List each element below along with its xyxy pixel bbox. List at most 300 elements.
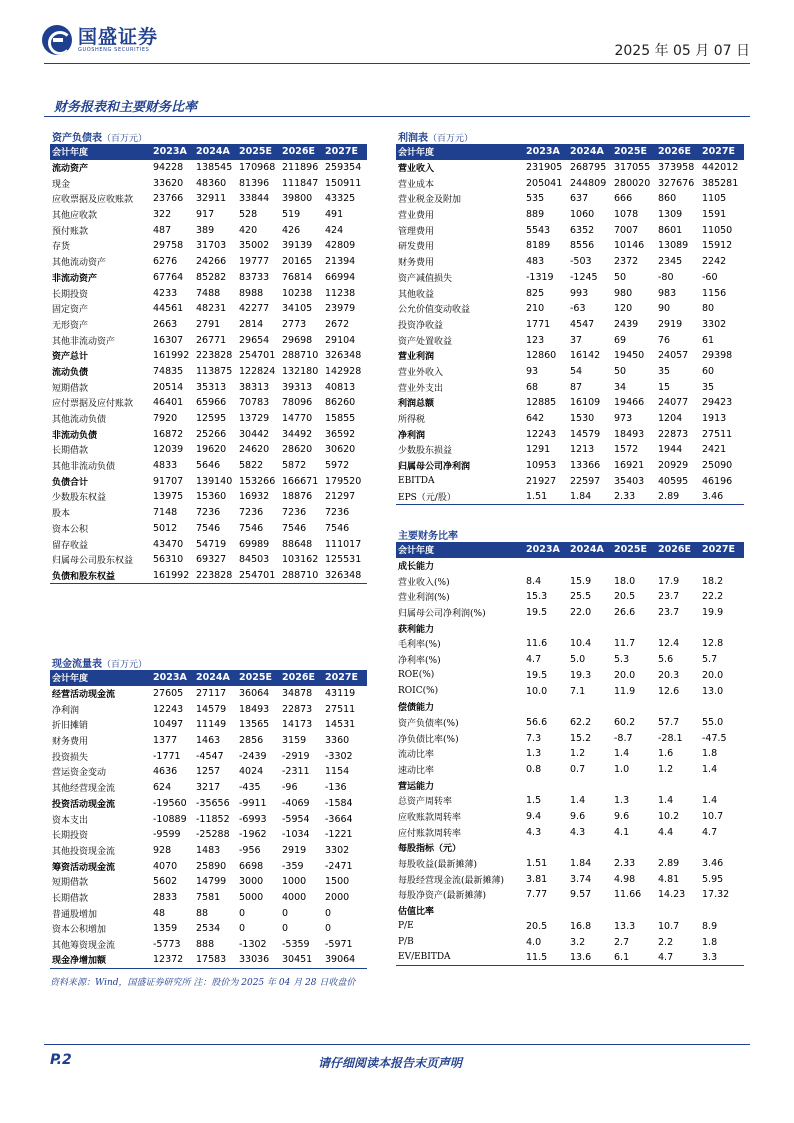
cell-value: 24057 — [658, 350, 689, 362]
table-row — [396, 426, 744, 442]
cell-value: 3.3 — [700, 950, 744, 966]
table-row — [50, 521, 367, 537]
financial-ratios-table — [396, 542, 744, 966]
cell-value: 170968 — [239, 162, 276, 174]
row-label: 筹资活动现金流 — [52, 862, 116, 873]
cell-value: 483 — [526, 256, 545, 268]
column-header-label: 会计年度 — [52, 148, 89, 159]
cell-value: 1.2 — [658, 763, 674, 775]
table-row — [396, 699, 744, 715]
cell-value: 1.4 — [702, 795, 718, 807]
table-row — [396, 950, 744, 966]
row-label: 营业税金及附加 — [398, 195, 462, 206]
cell-value — [568, 840, 612, 856]
row-label: 少数股东损益 — [398, 446, 453, 457]
cell-value: -359 — [282, 860, 304, 872]
cell-value: 1530 — [570, 413, 595, 425]
cell-value: 1.84 — [568, 489, 612, 505]
cell-value: -9599 — [153, 829, 181, 841]
cell-value: 7546 — [239, 522, 264, 534]
cell-value: 55.0 — [702, 716, 724, 728]
row-label: 折旧摊销 — [52, 721, 89, 732]
row-label: 财务费用 — [52, 737, 89, 748]
cell-value: 20.5 — [614, 591, 636, 603]
column-header-label: 会计年度 — [398, 546, 435, 557]
cell-value: 3159 — [282, 735, 307, 747]
cell-value: 11.5 — [524, 950, 568, 966]
cell-value: 10238 — [282, 287, 313, 299]
cell-value: 29698 — [282, 334, 313, 346]
cell-value: 4636 — [153, 766, 178, 778]
cell-value: 211896 — [282, 162, 319, 174]
cell-value: 5.6 — [658, 654, 674, 666]
table-row — [396, 238, 744, 254]
table-row — [50, 238, 367, 254]
row-label: 预付账款 — [52, 226, 89, 237]
cell-value: 67764 — [153, 271, 184, 283]
cell-value: 88648 — [282, 538, 313, 550]
row-label: 速动比率 — [398, 765, 435, 776]
row-label: 净利润 — [398, 430, 426, 441]
cell-value: 142928 — [325, 365, 362, 377]
row-label: 其他非流动资产 — [52, 336, 116, 347]
cell-value: 223828 — [196, 350, 233, 362]
cell-value: 54719 — [196, 538, 227, 550]
cell-value: 326348 — [325, 350, 362, 362]
cell-value: 4000 — [282, 891, 307, 903]
cell-value: 93 — [526, 365, 539, 377]
cell-value: 326348 — [323, 568, 367, 584]
logo-name: 国盛证券 — [78, 26, 159, 48]
cell-value: -80 — [658, 271, 674, 283]
table-row — [50, 458, 367, 474]
table-row — [396, 683, 744, 699]
cell-value: 179520 — [325, 475, 362, 487]
cell-value: 9.4 — [526, 811, 542, 823]
cell-value: 1359 — [153, 923, 178, 935]
cell-value: 18.0 — [614, 575, 636, 587]
row-label: 短期借款 — [52, 878, 89, 889]
column-header-year: 2027E — [325, 672, 358, 684]
column-header-year: 2026E — [658, 146, 691, 158]
table-row — [50, 207, 367, 223]
cell-value: 56.6 — [526, 716, 548, 728]
table-row — [50, 222, 367, 238]
cell-value: 1078 — [614, 209, 639, 221]
row-label: 公允价值变动收益 — [398, 305, 471, 316]
logo-icon — [42, 25, 72, 55]
ratios-title: 主要财务比率 — [398, 531, 458, 542]
table-row — [396, 411, 744, 427]
cell-value: 24077 — [658, 397, 689, 409]
cell-value: 1291 — [526, 444, 551, 456]
table-row — [396, 458, 744, 474]
row-label: 估值比率 — [398, 907, 435, 918]
cell-value: 2814 — [239, 318, 264, 330]
cell-value: 1377 — [153, 735, 178, 747]
row-label: 投资净收益 — [398, 320, 444, 331]
cell-value: 39800 — [282, 193, 313, 205]
table-row — [396, 605, 744, 621]
cell-value: 0 — [239, 907, 246, 919]
cell-value: 980 — [614, 287, 633, 299]
cell-value: 14799 — [196, 876, 227, 888]
cell-value: 125531 — [325, 554, 362, 566]
cell-value: 4.0 — [526, 936, 542, 948]
table-row — [396, 364, 744, 380]
cell-value: 288710 — [282, 350, 319, 362]
row-label: 长期投资 — [52, 289, 89, 300]
cell-value: 37 — [570, 334, 583, 346]
cell-value: 5.95 — [702, 873, 724, 885]
cell-value: 13975 — [153, 491, 184, 503]
cell-value: 138545 — [196, 162, 233, 174]
cell-value: 10497 — [153, 719, 184, 731]
cell-value — [612, 558, 656, 574]
cell-value: 4.98 — [614, 873, 636, 885]
cell-value: 3302 — [325, 844, 350, 856]
cell-value: 1.4 — [702, 763, 718, 775]
cell-value — [700, 777, 744, 793]
cell-value — [656, 840, 700, 856]
cell-value: 12860 — [526, 350, 557, 362]
cell-value: 3.2 — [570, 936, 586, 948]
table-row — [50, 411, 367, 427]
cell-value: 22873 — [282, 703, 313, 715]
cell-value: 40595 — [658, 475, 689, 487]
table-row — [50, 843, 367, 859]
cell-value: -1584 — [325, 797, 353, 809]
row-label: 应收账款周转率 — [398, 813, 462, 824]
table-row — [396, 317, 744, 333]
row-label: 其他流动负债 — [52, 415, 107, 426]
cell-value: 4833 — [153, 460, 178, 472]
table-row — [50, 379, 367, 395]
cell-value: 8.9 — [702, 920, 718, 932]
table-header-row — [50, 670, 367, 686]
cell-value: 50 — [614, 271, 627, 283]
cell-value: 5.0 — [570, 654, 586, 666]
cell-value: 70783 — [239, 397, 270, 409]
cell-value — [700, 903, 744, 919]
table-row — [396, 332, 744, 348]
cell-value: -503 — [570, 256, 592, 268]
table-row — [50, 160, 367, 176]
cell-value: 60 — [702, 365, 715, 377]
table-row — [50, 858, 367, 874]
cell-value — [524, 903, 568, 919]
cell-value: 6698 — [239, 860, 264, 872]
table-row — [50, 937, 367, 953]
cell-value: 7488 — [196, 287, 221, 299]
cell-value: 21927 — [526, 475, 557, 487]
cell-value: 2.89 — [656, 489, 700, 505]
table-row — [396, 395, 744, 411]
table-row — [50, 921, 367, 937]
row-label: 非流动资产 — [52, 273, 98, 284]
cell-value: 0 — [239, 923, 246, 935]
cell-value: 16921 — [614, 460, 645, 472]
table-row — [50, 536, 367, 552]
table-row — [50, 473, 367, 489]
column-header-year: 2026E — [282, 146, 315, 158]
cell-value: -60 — [702, 271, 718, 283]
cell-value: 139140 — [196, 475, 233, 487]
cell-value: 7546 — [325, 522, 350, 534]
cell-value: 4.3 — [570, 826, 586, 838]
cell-value — [524, 558, 568, 574]
row-label: 长期借款 — [52, 446, 89, 457]
table-row — [396, 285, 744, 301]
cell-value: 491 — [325, 209, 344, 221]
cell-value: 6352 — [570, 224, 595, 236]
cell-value: 5012 — [153, 522, 178, 534]
cell-value: 1.4 — [658, 795, 674, 807]
row-label: 流动比率 — [398, 750, 435, 761]
cell-value: 46401 — [153, 397, 184, 409]
cell-value: 18876 — [282, 491, 313, 503]
table-row — [50, 301, 367, 317]
cell-value: 15.3 — [526, 591, 548, 603]
cell-value: 50 — [614, 365, 627, 377]
row-label: 研发费用 — [398, 242, 435, 253]
row-label: EBITDA — [398, 476, 435, 487]
table-row — [50, 764, 367, 780]
table-row — [396, 762, 744, 778]
cell-value: 12243 — [526, 428, 557, 440]
row-label: 每股经营现金流(最新摊薄) — [398, 875, 505, 886]
cell-value: 22.0 — [570, 607, 592, 619]
cell-value: 31703 — [196, 240, 227, 252]
cell-value: 1.3 — [614, 795, 630, 807]
cell-value: 29758 — [153, 240, 184, 252]
cell-value — [524, 620, 568, 636]
cell-value: 1.84 — [570, 858, 592, 870]
cell-value: 39139 — [282, 240, 313, 252]
cell-value: 42277 — [239, 303, 270, 315]
cell-value: 23979 — [325, 303, 356, 315]
cell-value: 103162 — [282, 554, 319, 566]
cell-value: -96 — [282, 782, 298, 794]
row-label: 营业外收入 — [398, 367, 444, 378]
cell-value: 4.7 — [656, 950, 700, 966]
cell-value — [612, 777, 656, 793]
cell-value: -5359 — [282, 939, 310, 951]
cell-value: 268795 — [570, 162, 607, 174]
cell-value: 1156 — [702, 287, 727, 299]
cell-value: 5.7 — [702, 654, 718, 666]
cell-value: 4.1 — [614, 826, 630, 838]
cell-value: 860 — [658, 193, 677, 205]
cell-value: 4070 — [153, 860, 178, 872]
cell-value: 9.57 — [570, 889, 592, 901]
cell-value — [700, 558, 744, 574]
row-label: 财务费用 — [398, 258, 435, 269]
cell-value — [612, 840, 656, 856]
row-label: 营业成本 — [398, 179, 435, 190]
cell-value: 973 — [614, 413, 633, 425]
cell-value: 917 — [196, 209, 215, 221]
cell-value: 2534 — [196, 923, 221, 935]
table-row — [50, 505, 367, 521]
cell-value: -956 — [239, 844, 261, 856]
cell-value: 825 — [526, 287, 545, 299]
cell-value: 3.74 — [570, 873, 592, 885]
cell-value: -2439 — [239, 750, 267, 762]
table-row — [50, 191, 367, 207]
cell-value: 1.3 — [526, 748, 542, 760]
table-row — [396, 191, 744, 207]
row-label: 资产负债率(%) — [398, 718, 459, 729]
cell-value: 74835 — [153, 365, 184, 377]
cell-value: 69989 — [239, 538, 270, 550]
cell-value: 48360 — [196, 177, 227, 189]
cell-value: 0 — [282, 923, 289, 935]
cell-value: 7236 — [282, 507, 307, 519]
table-row — [50, 796, 367, 812]
cell-value: 16932 — [239, 491, 270, 503]
cell-value: 62.2 — [570, 716, 592, 728]
row-label: 少数股东权益 — [52, 493, 107, 504]
cashflow-title: 现金流量表（百万元） — [52, 659, 148, 670]
cell-value: 35403 — [614, 475, 645, 487]
cell-value: 7546 — [282, 522, 307, 534]
cell-value: -6993 — [239, 813, 267, 825]
table-row — [50, 317, 367, 333]
row-label: 资产减值损失 — [398, 273, 453, 284]
row-label: P/B — [398, 937, 414, 948]
cell-value: 205041 — [526, 177, 563, 189]
cell-value: 3.46 — [702, 858, 724, 870]
table-row — [50, 827, 367, 843]
cell-value: 39064 — [323, 952, 367, 968]
cell-value: 16307 — [153, 334, 184, 346]
income-title: 利润表（百万元） — [398, 133, 474, 144]
page-number: P.2 — [50, 1052, 72, 1068]
cell-value: 7546 — [196, 522, 221, 534]
column-header-year: 2025E — [614, 544, 647, 556]
cell-value: 2919 — [282, 844, 307, 856]
row-label: 归属母公司股东权益 — [52, 556, 134, 567]
cell-value: 12.4 — [658, 638, 680, 650]
cell-value: 1204 — [658, 413, 683, 425]
cell-value: 19.3 — [570, 669, 592, 681]
row-label: 资产总计 — [52, 352, 89, 363]
cell-value: 5972 — [325, 460, 350, 472]
row-label: 获利能力 — [398, 624, 435, 635]
cell-value: 5822 — [239, 460, 264, 472]
row-label: 流动资产 — [52, 164, 89, 175]
cell-value: 12885 — [526, 397, 557, 409]
cell-value: 1.4 — [570, 795, 586, 807]
cell-value: 42809 — [325, 240, 356, 252]
row-label: 其他应收款 — [52, 211, 98, 222]
table-row — [50, 364, 367, 380]
table-row — [50, 395, 367, 411]
cell-value — [612, 699, 656, 715]
cell-value: 40813 — [325, 381, 356, 393]
table-row — [50, 811, 367, 827]
cell-value: 76 — [658, 334, 671, 346]
cell-value: 34492 — [282, 428, 313, 440]
cell-value: -2919 — [282, 750, 310, 762]
cell-value: 15.2 — [570, 732, 592, 744]
cell-value: 69 — [614, 334, 627, 346]
column-header-year: 2023A — [153, 672, 187, 684]
cell-value: 2.89 — [658, 858, 680, 870]
table-row — [396, 903, 744, 919]
cell-value: 39313 — [282, 381, 313, 393]
balance-sheet-table — [50, 144, 367, 584]
row-label: 营业利润(%) — [398, 593, 450, 604]
cell-value: -9911 — [239, 797, 267, 809]
cell-value: 0.7 — [570, 763, 586, 775]
cell-value — [568, 903, 612, 919]
cell-value: 27605 — [153, 688, 184, 700]
cell-value: 85282 — [196, 271, 227, 283]
table-row — [396, 668, 744, 684]
cell-value: -1221 — [325, 829, 353, 841]
cell-value: 20.0 — [614, 669, 636, 681]
income-statement-table — [396, 144, 744, 505]
cell-value: 13366 — [570, 460, 601, 472]
table-row — [50, 552, 367, 568]
cell-value: -28.1 — [658, 732, 683, 744]
row-label: 净利润 — [52, 705, 80, 716]
cell-value: 2773 — [282, 318, 307, 330]
cell-value: 91707 — [153, 475, 184, 487]
cell-value: 1913 — [702, 413, 727, 425]
table-row — [50, 332, 367, 348]
cell-value: 389 — [196, 224, 215, 236]
cell-value: 76814 — [282, 271, 313, 283]
cell-value: -19560 — [153, 797, 187, 809]
cell-value: 1309 — [658, 209, 683, 221]
cell-value — [568, 620, 612, 636]
cell-value: 22597 — [570, 475, 601, 487]
cell-value: 642 — [526, 413, 545, 425]
cell-value: 122824 — [239, 365, 276, 377]
cell-value: 46196 — [702, 475, 733, 487]
cell-value: 48 — [153, 907, 166, 919]
cell-value: 113875 — [196, 365, 233, 377]
cell-value: 16.8 — [570, 920, 592, 932]
cell-value: 15 — [658, 381, 671, 393]
cell-value: 12243 — [153, 703, 184, 715]
cell-value: 10146 — [614, 240, 645, 252]
cell-value: 5872 — [282, 460, 307, 472]
cell-value: 424 — [325, 224, 344, 236]
cell-value: 11.66 — [614, 889, 642, 901]
cell-value: 33844 — [239, 193, 270, 205]
row-label: 每股指标（元） — [398, 844, 462, 855]
cell-value: 10.0 — [526, 685, 548, 697]
row-label: 应收票据及应收账款 — [52, 195, 134, 206]
cell-value: 19.5 — [526, 669, 548, 681]
cell-value: 254701 — [237, 568, 280, 584]
row-label: 其他非流动负债 — [52, 462, 116, 473]
cell-value: 5000 — [239, 891, 264, 903]
cell-value: 2372 — [614, 256, 639, 268]
cell-value: 19620 — [196, 444, 227, 456]
cell-value: -1302 — [239, 939, 267, 951]
cell-value: 11.6 — [526, 638, 548, 650]
cell-value: 12372 — [151, 952, 194, 968]
cell-value: 2919 — [658, 318, 683, 330]
cell-value: 94228 — [153, 162, 184, 174]
cell-value: 30620 — [325, 444, 356, 456]
cell-value: 1.4 — [614, 748, 630, 760]
